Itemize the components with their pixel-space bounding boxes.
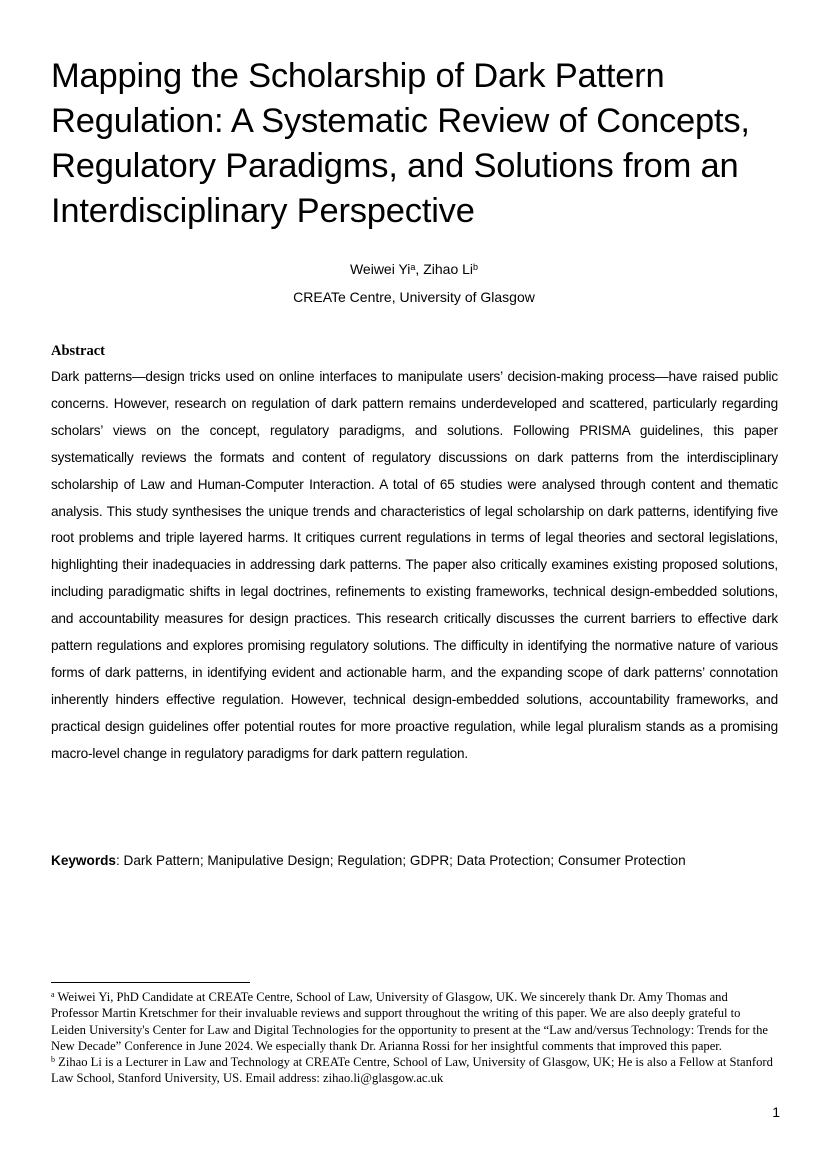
author-affiliation-mark: a [410, 262, 416, 272]
footnote-mark: b [51, 1055, 55, 1065]
affiliation: CREATe Centre, University of Glasgow [293, 289, 535, 305]
page-number: 1 [772, 1104, 780, 1120]
keywords-label: Keywords [51, 853, 116, 868]
keywords [51, 850, 791, 872]
footnote-divider [51, 982, 250, 983]
author-affiliation-mark: b [473, 262, 479, 272]
author-name: Zihao Li [423, 261, 474, 277]
author-separator: , [415, 261, 424, 277]
footnote-b [51, 1054, 776, 1087]
author-line [0, 259, 828, 279]
footnote-text: Weiwei Yi, PhD Candidate at CREATe Centre, School of Law, University of Glasgow, UK. We sincerely thank Dr. Amy Thomas and Professor Martin Kretschmer for their invaluable reviews and support throughout the writing of this paper. We are also deeply grateful to Leiden University's Center for Law and Digital Technologies for the opportunity to present at the “Law and/versus Technology: Trends for the New Decade” Conference in June 2024. We especially thank Dr. Arianna Rossi for her insightful comments that improved this paper. [51, 990, 769, 1053]
paper-title: Mapping the Scholarship of Dark Pattern Regulation: A Systematic Review of Concepts, Regulatory Paradigms, and Solutions from an Interdisciplinary Perspective [51, 57, 750, 230]
footnote-text: Zihao Li is a Lecturer in Law and Technology at CREATe Centre, School of Law, University of Glasgow, UK; He is also a Fellow at Stanford Law School, Stanford University, US. Email address: zihao.li@glasgow.ac.uk [51, 1055, 773, 1086]
footnotes [51, 989, 776, 1087]
footnote-a [51, 989, 776, 1054]
footnote-mark: a [51, 990, 55, 999]
abstract-body: Dark patterns—design tricks used on online interfaces to manipulate users’ decision-making process—have raised public concerns. However, research on regulation of dark pattern remains underdeveloped and scattered, particularly regarding scholars’ views on the concept, regulatory paradigms, and solutions. Following PRISMA guidelines, this paper systematically reviews the formats and content of regulatory discussions on dark patterns from the interdisciplinary scholarship of Law and Human-Computer Interaction. A total of 65 studies were analysed through content and thematic analysis. This study synthesises the unique trends and characteristics of legal scholarship on dark patterns, identifying five root problems and triple layered harms. It critiques current regulations in terms of legal theories and sectoral legislations, highlighting their inadequacies in addressing dark patterns. The paper also critically examines existing proposed solutions, including paradigmatic shifts in legal doctrines, refinements to existing frameworks, technical design-embedded solutions, and accountability measures for design practices. This research critically discusses the current barriers to effective dark pattern regulations and explores promising regulatory solutions. The difficulty in identifying the normative nature of various forms of dark patterns, in identifying evident and actionable harm, and the expanding scope of dark patterns’ connotation inherently hinders effective regulation. However, technical design-embedded solutions, accountability frameworks, and practical design guidelines offer potential routes for more proactive regulation, while legal pluralism stands as a promising macro-level change in regulatory paradigms for dark pattern regulation. [51, 369, 778, 761]
keywords-list: : Dark Pattern; Manipulative Design; Regulation; GDPR; Data Protection; Consumer Protection [115, 853, 686, 868]
abstract-heading: Abstract [51, 343, 105, 359]
author-name: Weiwei Yi [349, 261, 411, 277]
